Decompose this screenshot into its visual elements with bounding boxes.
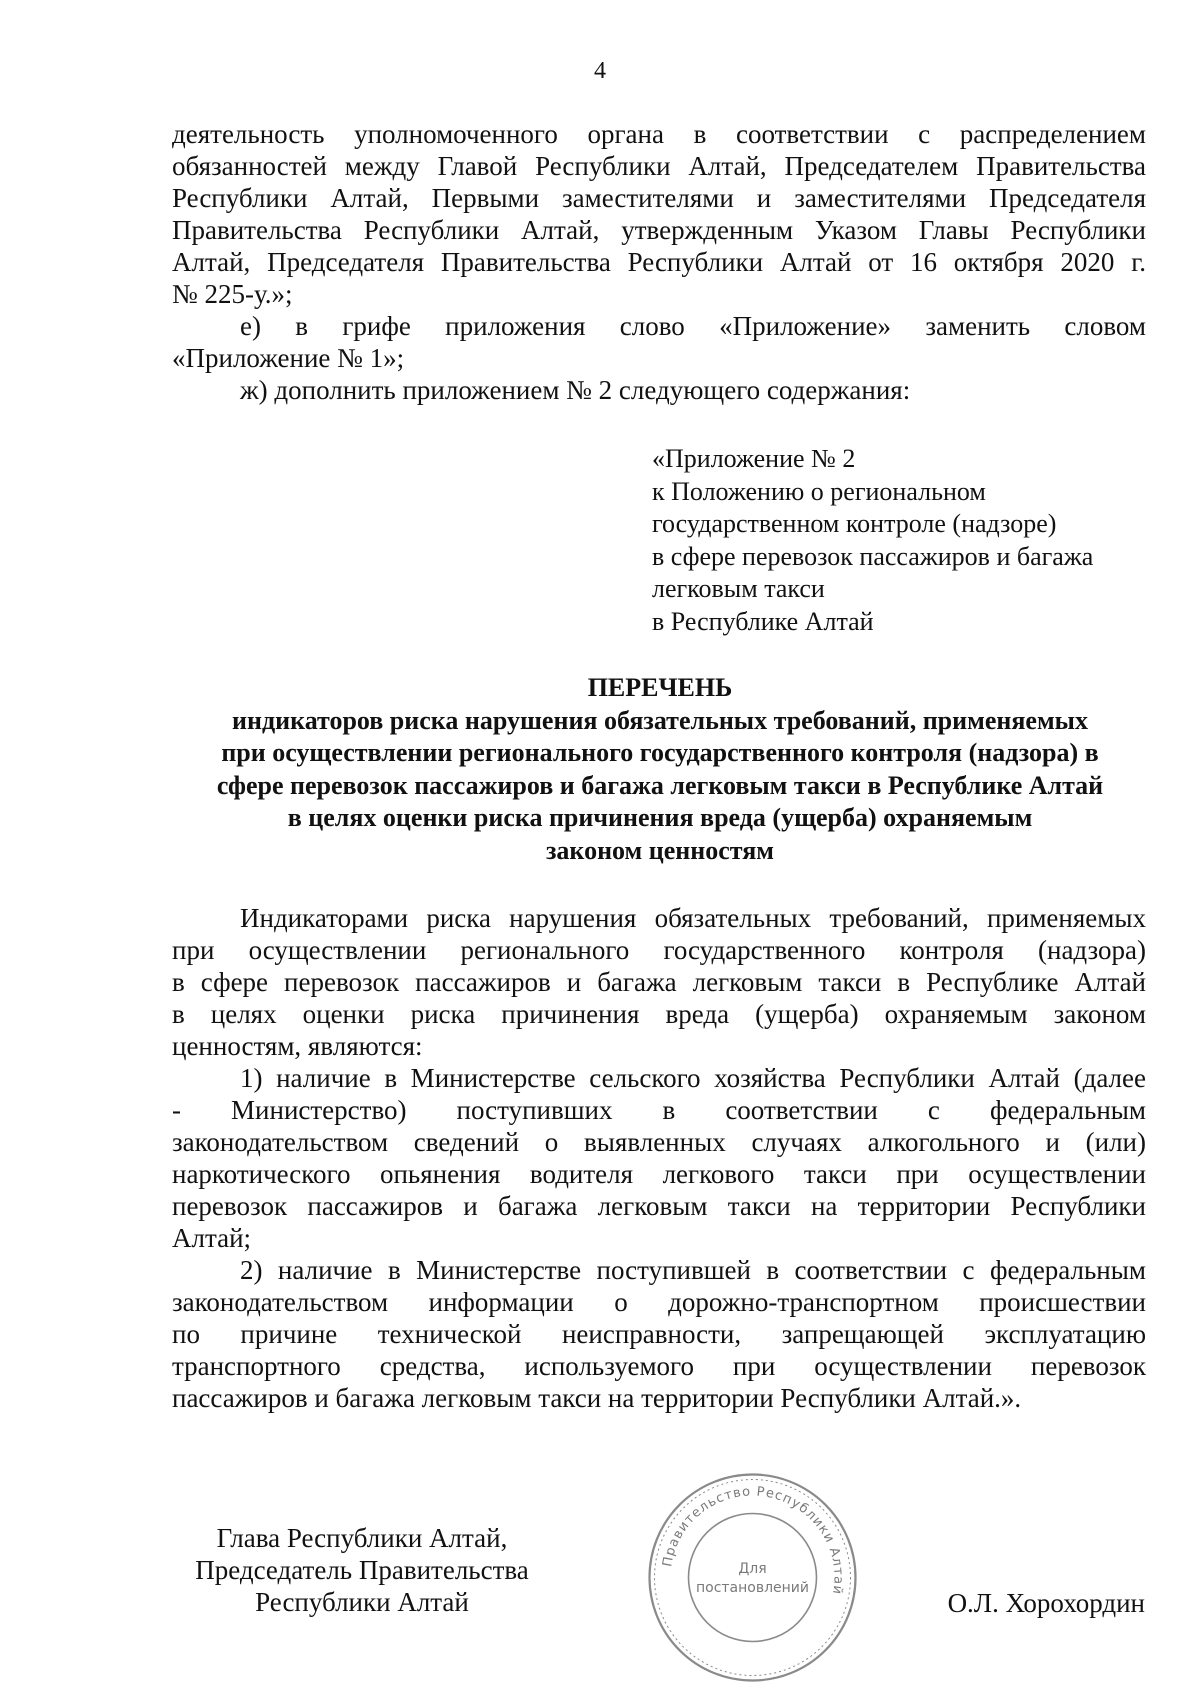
indicator-item-2	[172, 1254, 1146, 1414]
text-line: Алтай, Председателя Правительства Республики Алтай от 16 октября 2020 г.	[172, 247, 1146, 277]
text-line: в целях оценки риска причинения вреда (ущерба) охраняемым законом	[172, 999, 1146, 1029]
signatory-title-line: Республики Алтай	[255, 1587, 469, 1617]
stamp-ring-text: Правительство Республики Алтай	[660, 1484, 846, 1596]
text-line: «Приложение № 1»;	[172, 343, 405, 373]
text-line: Правительства Республики Алтай, утвержденным Указом Главы Республики	[172, 215, 1146, 245]
stamp-outer-ring	[650, 1475, 856, 1681]
heading-line: индикаторов риска нарушения обязательных требований, применяемых	[232, 705, 1088, 735]
text-line: деятельность уполномоченного органа в соответствии с распределением	[172, 119, 1146, 149]
text-line: при осуществлении регионального государственного контроля (надзора)	[172, 935, 1146, 965]
item-e-paragraph	[172, 310, 1146, 374]
text-line: ценностям, являются:	[172, 1031, 423, 1061]
intro-paragraph	[172, 118, 1146, 310]
text-line: законодательством информации о дорожно-транспортном происшествии	[172, 1287, 1146, 1317]
stamp-center-line-2: постановлений	[695, 1580, 810, 1596]
text-line: перевозок пассажиров и багажа легковым такси на территории Республики	[172, 1191, 1146, 1221]
text-line: Алтай;	[172, 1223, 252, 1253]
text-line: - Министерство) поступивших в соответствии с федеральным	[172, 1095, 1146, 1125]
page-number: 4	[594, 58, 606, 84]
signatory-name: О.Л. Хорохордин	[947, 1588, 1145, 1618]
text-line: № 225-у.»;	[172, 279, 293, 309]
appendix-line: в Республике Алтай	[652, 606, 874, 636]
heading-line: сфере перевозок пассажиров и багажа легковым такси в Республике Алтай	[216, 770, 1104, 800]
text-line: Республики Алтай, Первыми заместителями и заместителями Председателя	[172, 183, 1146, 213]
list-heading	[160, 672, 1160, 867]
text-line: законодательством сведений о выявленных случаях алкогольного и (или)	[172, 1127, 1146, 1157]
stamp-dotted-ring	[655, 1480, 851, 1676]
stamp-inner-ring	[689, 1514, 817, 1642]
appendix-line: легковым такси	[652, 574, 825, 603]
heading-line: законом ценностям	[545, 835, 774, 865]
official-stamp	[645, 1470, 860, 1685]
text-line: транспортного средства, используемого при осуществлении перевозок	[172, 1351, 1146, 1381]
heading-title: ПЕРЕЧЕНЬ	[587, 673, 733, 702]
appendix-line: государственном контроле (надзоре)	[652, 509, 1057, 538]
indicator-item-1	[172, 1062, 1146, 1254]
text-line: 2) наличие в Министерстве поступившей в соответствии с федеральным	[240, 1255, 1146, 1285]
text-line: пассажиров и багажа легковым такси на территории Республики Алтай.».	[172, 1383, 1022, 1413]
signatory-title-line: Глава Республики Алтай,	[216, 1523, 508, 1553]
item-zh-paragraph	[172, 374, 1146, 406]
text-line: 1) наличие в Министерстве сельского хозяйства Республики Алтай (далее	[240, 1063, 1146, 1093]
text-line: Индикаторами риска нарушения обязательных требований, применяемых	[240, 903, 1146, 933]
text-line: в сфере перевозок пассажиров и багажа легковым такси в Республике Алтай	[172, 967, 1146, 997]
text-line: по причине технической неисправности, запрещающей эксплуатацию	[172, 1319, 1146, 1349]
text-line: обязанностей между Главой Республики Алтай, Председателем Правительства	[172, 151, 1146, 181]
text-line: наркотического опьянения водителя легкового такси при осуществлении	[172, 1159, 1146, 1189]
text-line: ж) дополнить приложением № 2 следующего содержания:	[240, 375, 911, 405]
appendix-line: к Положению о региональном	[652, 476, 986, 506]
signatory-title	[172, 1522, 552, 1618]
appendix-line: «Приложение № 2	[652, 444, 856, 473]
appendix-header	[652, 443, 1172, 638]
stamp-center-line-1: Для	[738, 1561, 767, 1577]
heading-line: в целях оценки риска причинения вреда (ущерба) охраняемым	[287, 803, 1033, 832]
text-line: е) в грифе приложения слово «Приложение» заменить словом	[240, 311, 1146, 341]
signatory-title-line: Председатель Правительства	[195, 1555, 529, 1585]
heading-line: при осуществлении регионального государственного контроля (надзора) в	[221, 738, 1099, 767]
appendix-line: в сфере перевозок пассажиров и багажа	[652, 541, 1094, 571]
indicators-intro-paragraph	[172, 902, 1146, 1062]
